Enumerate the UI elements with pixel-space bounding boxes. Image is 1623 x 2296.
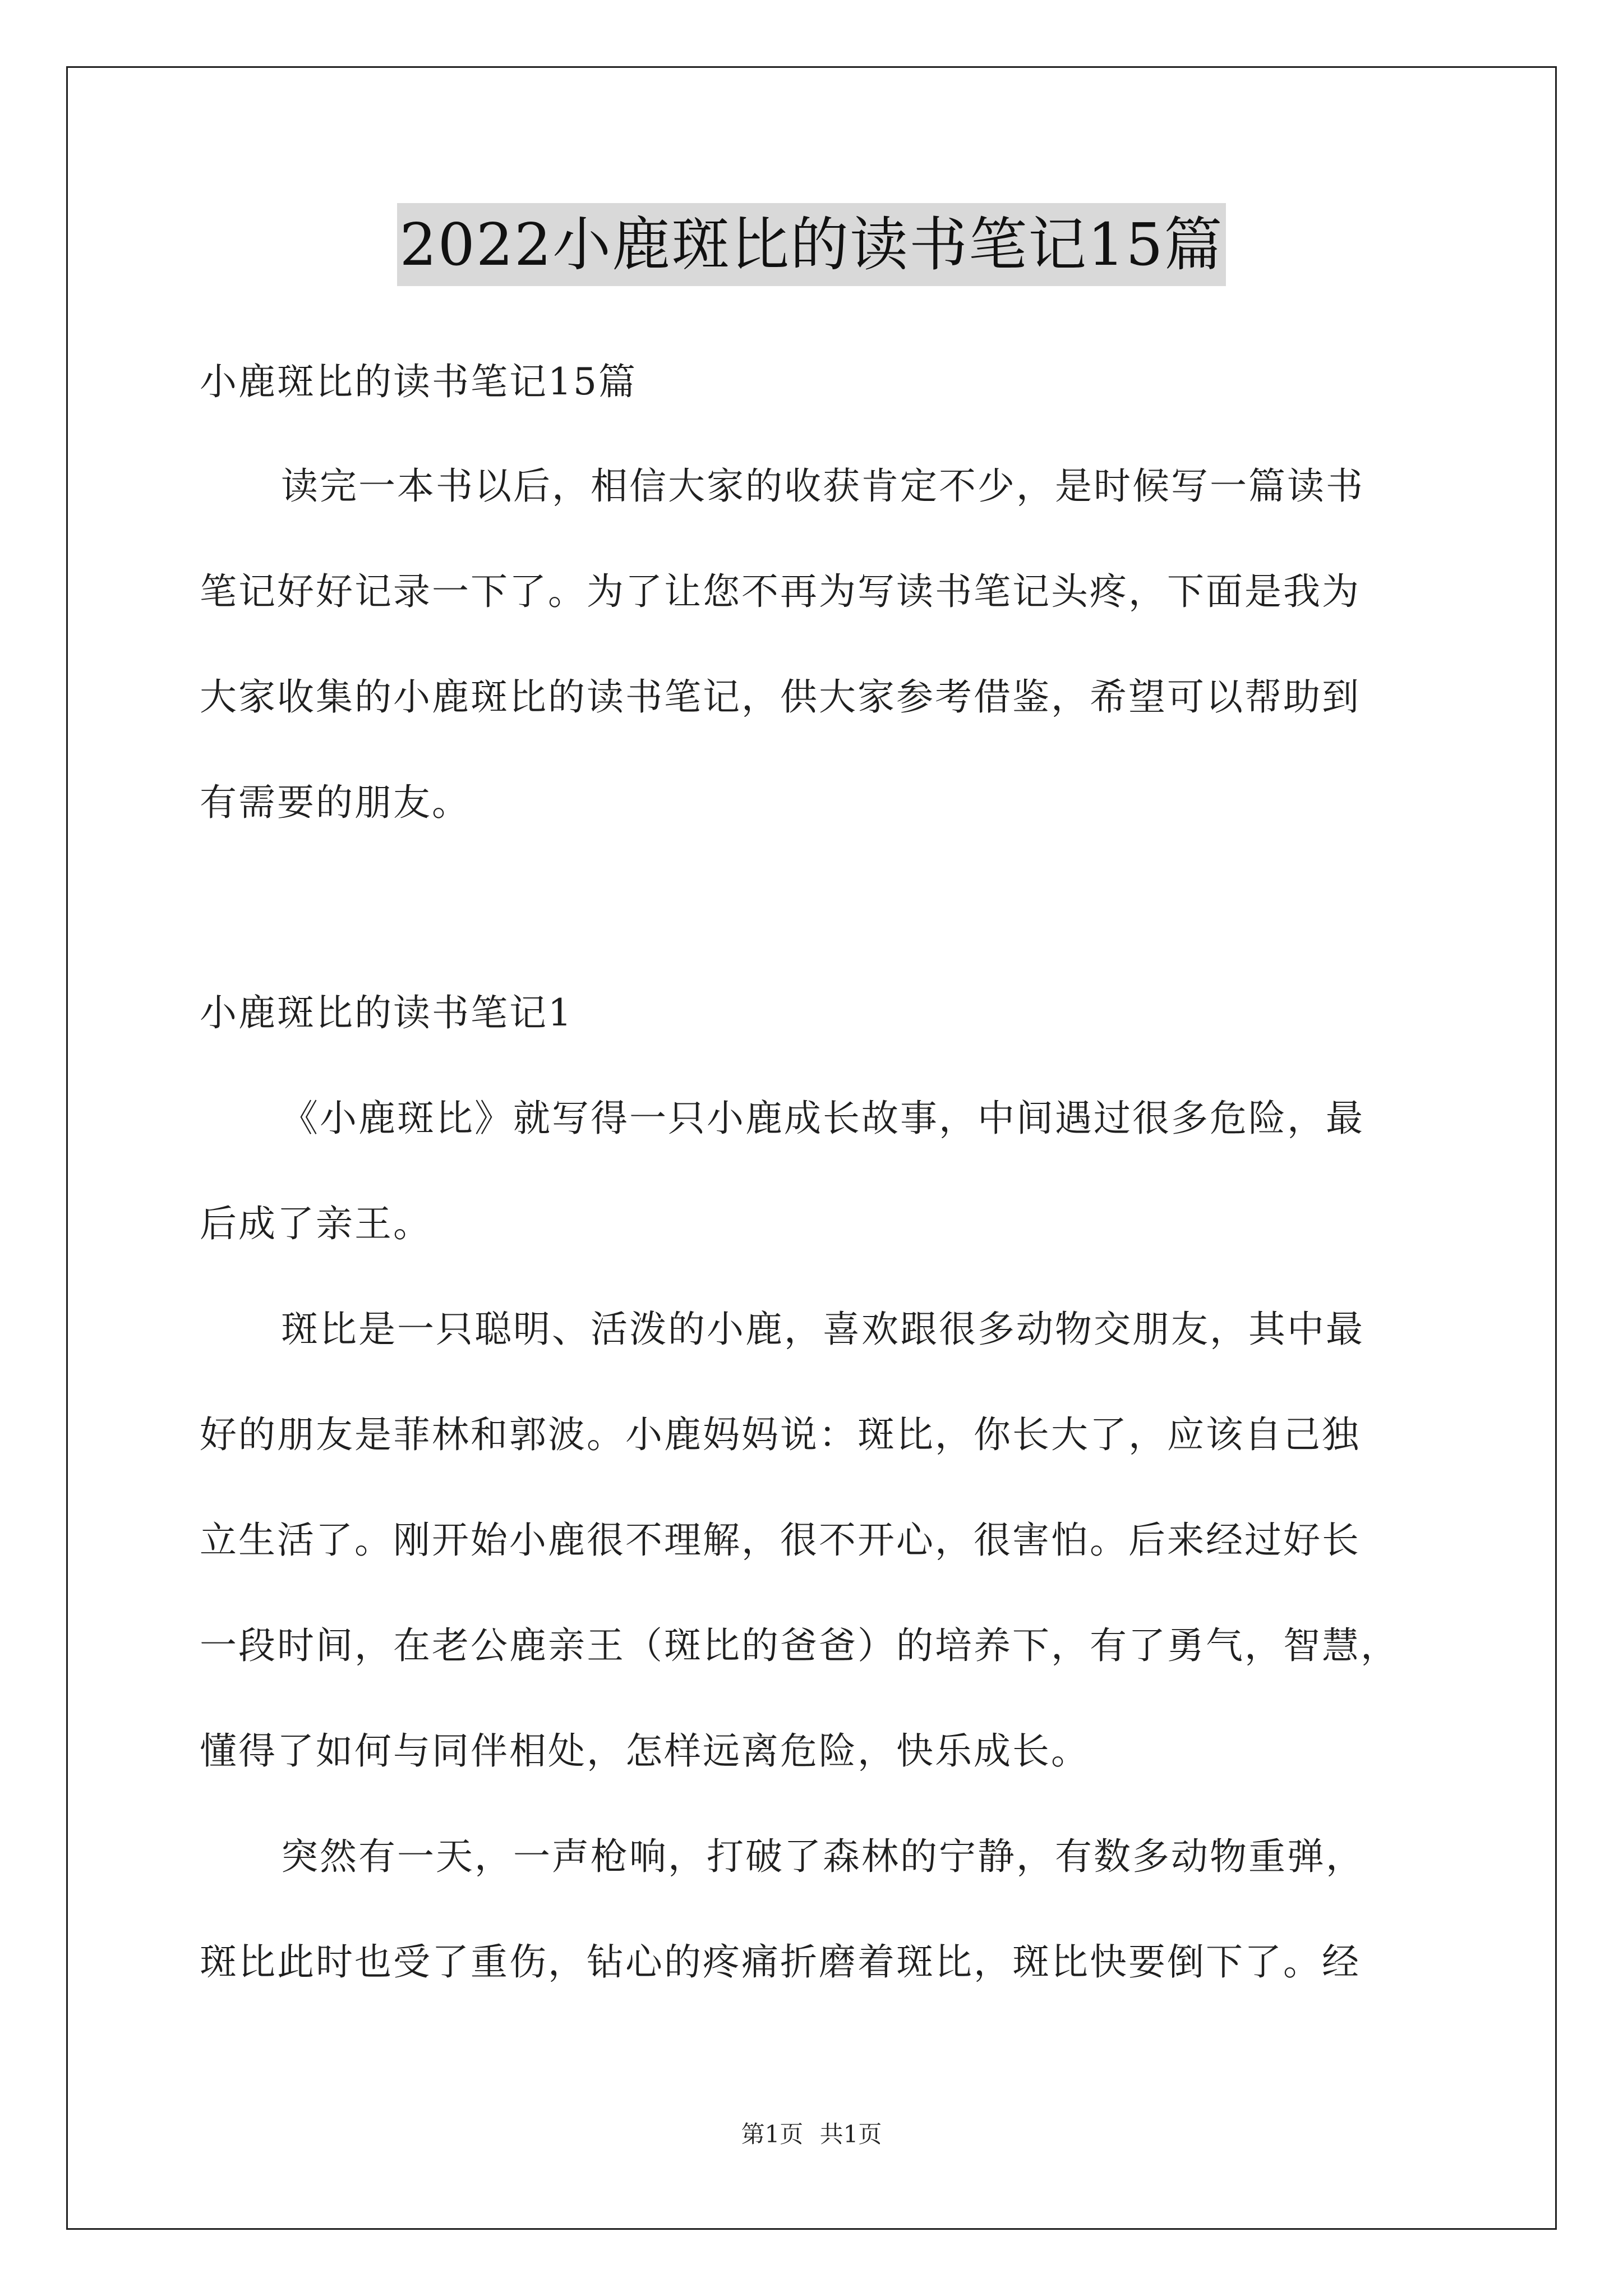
section-heading: 小鹿斑比的读书笔记1 [200, 991, 573, 1034]
paragraph-line: 好的朋友是菲林和郭波。小鹿妈妈说：斑比，你长大了，应该自己独 [200, 1413, 1361, 1456]
paragraph-line: 斑比此时也受了重伤，钻心的疼痛折磨着斑比，斑比快要倒下了。经 [200, 1940, 1361, 1984]
paragraph-line: 《小鹿斑比》就写得一只小鹿成长故事，中间遇过很多危险，最 [281, 1097, 1364, 1140]
paragraph-line: 笔记好好记录一下了。为了让您不再为写读书笔记头疼，下面是我为 [200, 570, 1361, 613]
document-subtitle: 小鹿斑比的读书笔记15篇 [200, 360, 637, 403]
paragraph-line: 斑比是一只聪明、活泼的小鹿，喜欢跟很多动物交朋友，其中最 [281, 1308, 1364, 1351]
page-total: 共1页 [819, 2120, 882, 2148]
paragraph-line: 立生活了。刚开始小鹿很不理解，很不开心，很害怕。后来经过好长 [200, 1519, 1361, 1562]
page-number: 第1页 [741, 2120, 804, 2148]
paragraph-line: 一段时间，在老公鹿亲王（斑比的爸爸）的培养下，有了勇气，智慧， [200, 1624, 1399, 1667]
page-footer [0, 2118, 1623, 2151]
title-container [0, 203, 1623, 286]
paragraph-line: 懂得了如何与同伴相处，怎样远离危险，快乐成长。 [200, 1729, 1090, 1773]
paragraph-line: 大家收集的小鹿斑比的读书笔记，供大家参考借鉴，希望可以帮助到 [200, 675, 1361, 719]
document-title: 2022小鹿斑比的读书笔记15篇 [397, 203, 1225, 286]
paragraph-line: 读完一本书以后，相信大家的收获肯定不少，是时候写一篇读书 [281, 464, 1364, 508]
paragraph-line: 有需要的朋友。 [200, 781, 471, 824]
paragraph-line: 突然有一天，一声枪响，打破了森林的宁静，有数多动物重弹， [281, 1835, 1364, 1878]
paragraph-line: 后成了亲王。 [200, 1202, 432, 1245]
